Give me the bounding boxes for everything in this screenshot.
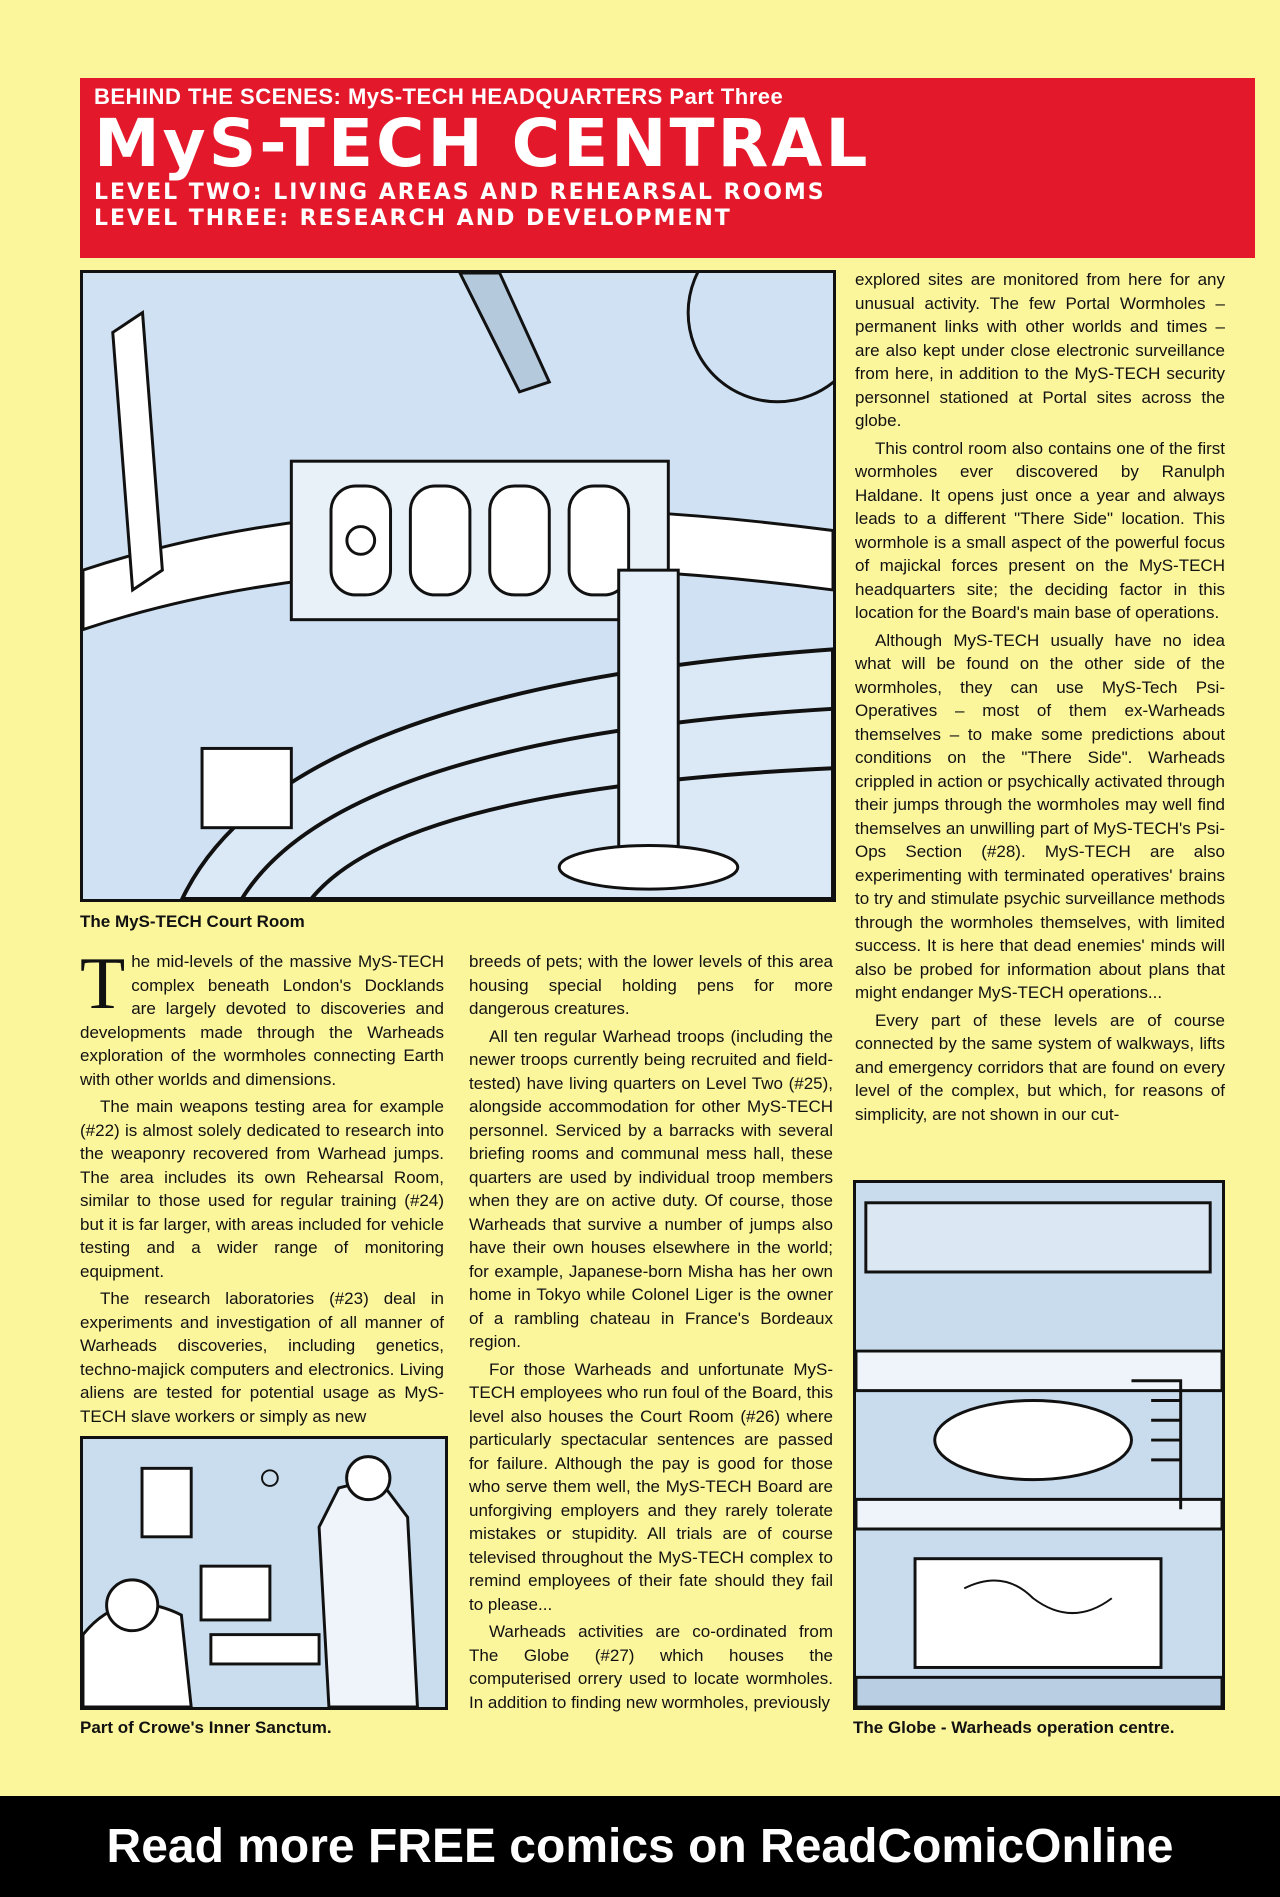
column-2 (469, 950, 833, 1718)
drop-cap: T (80, 943, 126, 1025)
paragraph: Warheads activities are co-ordinated from The Globe (#27) which houses the computerised orrery used to locate wormholes. In addition to finding new wormholes, previously (469, 1622, 833, 1712)
paragraph: All ten regular Warhead troops (including the newer troops currently being recruited and field-tested) have living quarters on Level Two (#25), alongside accommodation for other MyS-TECH personnel. Serviced by a barracks with several briefing rooms and communal mess hall, these quarters are used by individual troop members when they are on active duty. Of course, those Warheads that survive a number of jumps also have their own houses elsewhere in the world; for example, Japanese-born Misha has her own home in Tokyo while Colonel Liger is the owner of a rambling chateau in France's Bordeaux region. (469, 1026, 833, 1351)
level-two-subtitle: LEVEL TWO: LIVING AREAS AND REHEARSAL ROOMS (94, 180, 826, 205)
kicker-text: BEHIND THE SCENES: MyS-TECH HEADQUARTERS Part Three (94, 84, 784, 109)
globe-illustration (853, 1180, 1225, 1710)
inner-sanctum-illustration (80, 1436, 448, 1710)
column-1 (80, 943, 444, 1432)
title-banner (80, 78, 1255, 258)
promo-footer-text[interactable]: Read more FREE comics on ReadComicOnline (106, 1820, 1174, 1873)
globe-drawing (856, 1183, 1222, 1707)
court-room-drawing (83, 273, 833, 899)
page-title: MyS-TECH CENTRAL (94, 105, 871, 182)
paragraph: The main weapons testing area for example (#22) is almost solely dedicated to research into the weaponry recovered from Warhead jumps. The area includes its own Rehearsal Room, similar to those used for regular training (#24) but it is far larger, with areas included for vehicle testing and a wider range of monitoring equipment. (80, 1097, 444, 1281)
paragraph: Every part of these levels are of course connected by the same system of walkways, lifts and emergency corridors that are found on every level of the complex, but which, for reasons of simplicity, are not shown in our cut- (855, 1010, 1225, 1124)
paragraph-text: he mid-levels of the massive MyS-TECH complex beneath London's Docklands are largely devoted to discoveries and developments made through the Warheads exploration of the wormholes connecting Earth with other worlds and dimensions. (80, 952, 444, 1089)
paragraph: This control room also contains one of the first wormholes ever discovered by Ranulph Haldane. It opens just once a year and always leads to a different "There Side" location. This wormhole is a small aspect of the powerful focus of majickal forces present on the MyS-TECH headquarters site; the deciding factor in this location for the Board's main base of operations. (855, 438, 1225, 622)
inner-sanctum-caption: Part of Crowe's Inner Sanctum. (80, 1718, 332, 1737)
paragraph (80, 943, 444, 1091)
court-room-caption: The MyS-TECH Court Room (80, 912, 305, 931)
inner-sanctum-drawing (83, 1439, 445, 1707)
paragraph: Although MyS-TECH usually have no idea what will be found on the other side of the wormholes, they can use MyS-Tech Psi-Operatives – most of them ex-Warheads themselves – to make some predictions about conditions on the "There Side". Warheads crippled in action or psychically activated through their jumps through the wormholes may well find themselves an unwilling part of MyS-TECH's Psi-Ops Section (#28). MyS-TECH are also experimenting with terminated operatives' brains to try and stimulate psychic surveillance methods through the wormholes themselves, with limited success. It is here that dead enemies' minds will also be probed for information about plans that might endanger MyS-TECH operations... (855, 630, 1225, 1002)
globe-caption: The Globe - Warheads operation centre. (853, 1718, 1175, 1737)
paragraph: The research laboratories (#23) deal in experiments and investigation of all manner of Warheads discoveries, including genetics, techno-majick computers and electronics. Living aliens are tested for potential usage as MyS-TECH slave workers or simply as new (80, 1289, 444, 1426)
promo-footer[interactable] (0, 1796, 1280, 1897)
paragraph: breeds of pets; with the lower levels of this area housing special holding pens for more dangerous creatures. (469, 952, 833, 1018)
column-3 (855, 268, 1225, 1130)
paragraph: For those Warheads and unfortunate MyS-TECH employees who run foul of the Board, this level also houses the Court Room (#26) where particularly spectacular sentences are passed for failure. Although the pay is good for those who serve them well, the MyS-TECH Board are unforgiving employers and they rarely tolerate mistakes or stupidity. All trials are of course televised throughout the MyS-TECH complex to remind employees of their fate should they fail to please... (469, 1359, 833, 1614)
court-room-illustration (80, 270, 836, 902)
paragraph: explored sites are monitored from here for any unusual activity. The few Portal Wormholes – permanent links with other worlds and times – are also kept under close electronic surveillance from here, in addition to the MyS-TECH security personnel stationed at Portal sites across the globe. (855, 270, 1225, 430)
level-three-subtitle: LEVEL THREE: RESEARCH AND DEVELOPMENT (94, 206, 732, 231)
